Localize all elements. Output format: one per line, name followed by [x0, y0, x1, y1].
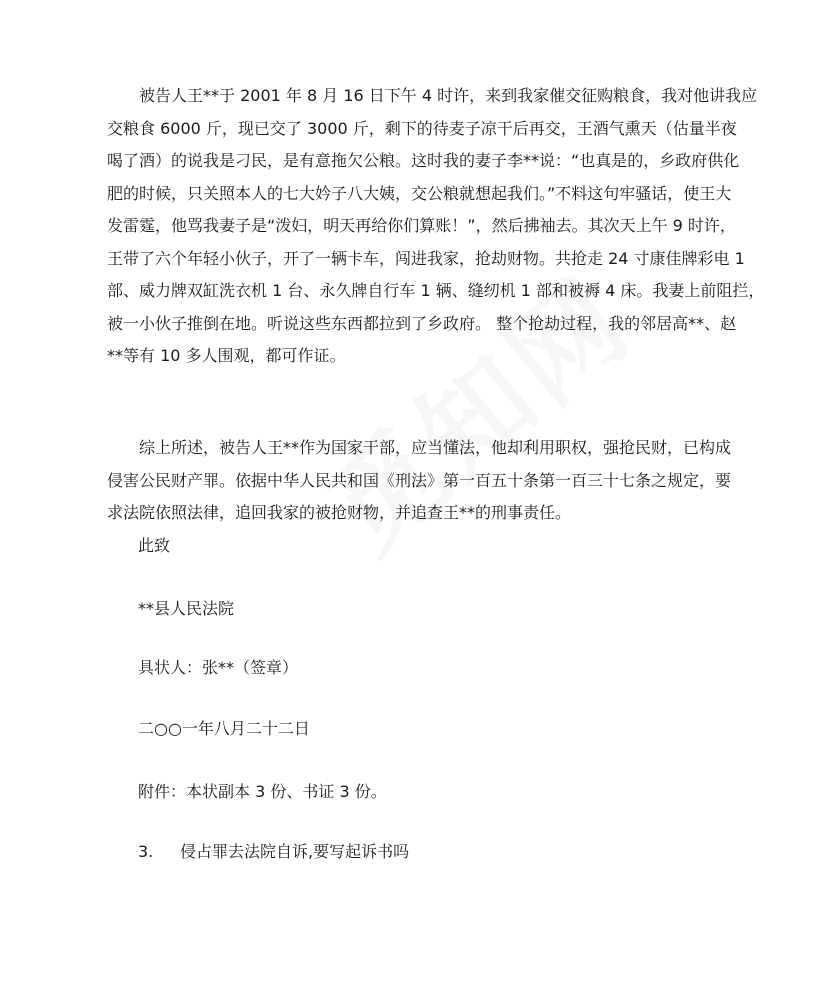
salutation: 此致	[138, 536, 171, 555]
paragraph-line: 侵害公民财产罪。依据中华人民共和国《刑法》第一百五十条第一百三十七条之规定，要	[107, 470, 732, 490]
paragraph-line: 被一小伙子推倒在地。听说这些东西都拉到了乡政府。 整个抢劫过程，我的邻居高**、赵	[107, 313, 737, 333]
paragraph-line: 喝了酒）的说我是刁民，是有意拖欠公粮。这时我的妻子李**说：“也真是的，乡政府供化	[107, 151, 740, 170]
attachment-line: 附件：本状副本 3 份、书证 3 份。	[138, 782, 387, 801]
paragraph-line: 被告人王**于 2001 年 8 月 16 日下午 4 时许，来到我家催交征购粮食，我对他讲我应	[107, 86, 758, 105]
date-line: 二○○一年八月二十二日	[138, 719, 310, 738]
paragraph-line: 发雷霆，他骂我妻子是“泼妇，明天再给你们算账！”，然后拂袖去。其次天上午 9 时许，	[107, 216, 736, 235]
list-item-number: 3.	[138, 842, 154, 861]
list-item-title: 侵占罪去法院自诉,要写起诉书吗	[180, 842, 410, 861]
paragraph-line: 王带了六个年轻小伙子，开了一辆卡车，闯进我家，抢劫财物。共抢走 24 寸康佳牌彩电 1	[107, 248, 745, 268]
paragraph-line: 综上所述，被告人王**作为国家干部，应当懂法，他却利用职权，强抢民财，已构成	[107, 438, 732, 457]
signer-line: 具状人：张**（签章）	[138, 658, 299, 677]
complaint-facts-paragraph	[107, 80, 765, 373]
complaint-conclusion-paragraph	[107, 432, 732, 530]
paragraph-line: 交粮食 6000 斤，现已交了 3000 斤，剩下的待麦子凉干后再交，王酒气熏天（估量半夜	[107, 118, 737, 138]
court-name: **县人民法院	[138, 599, 235, 618]
paragraph-line: **等有 10 多人围观，都可作证。	[107, 346, 346, 365]
paragraph-line: 求法院依照法律，追回我家的被抢财物，并追查王**的刑事责任。	[107, 503, 572, 522]
paragraph-line: 肥的时候，只关照本人的七大妗子八大姨，交公粮就想起我们。”不料这句牢骚话，使王大	[107, 183, 732, 203]
paragraph-line: 部、威力牌双缸洗衣机 1 台、永久牌自行车 1 辆、缝纫机 1 部和被褥 4 床。我妻上前阻拦，	[107, 281, 765, 300]
